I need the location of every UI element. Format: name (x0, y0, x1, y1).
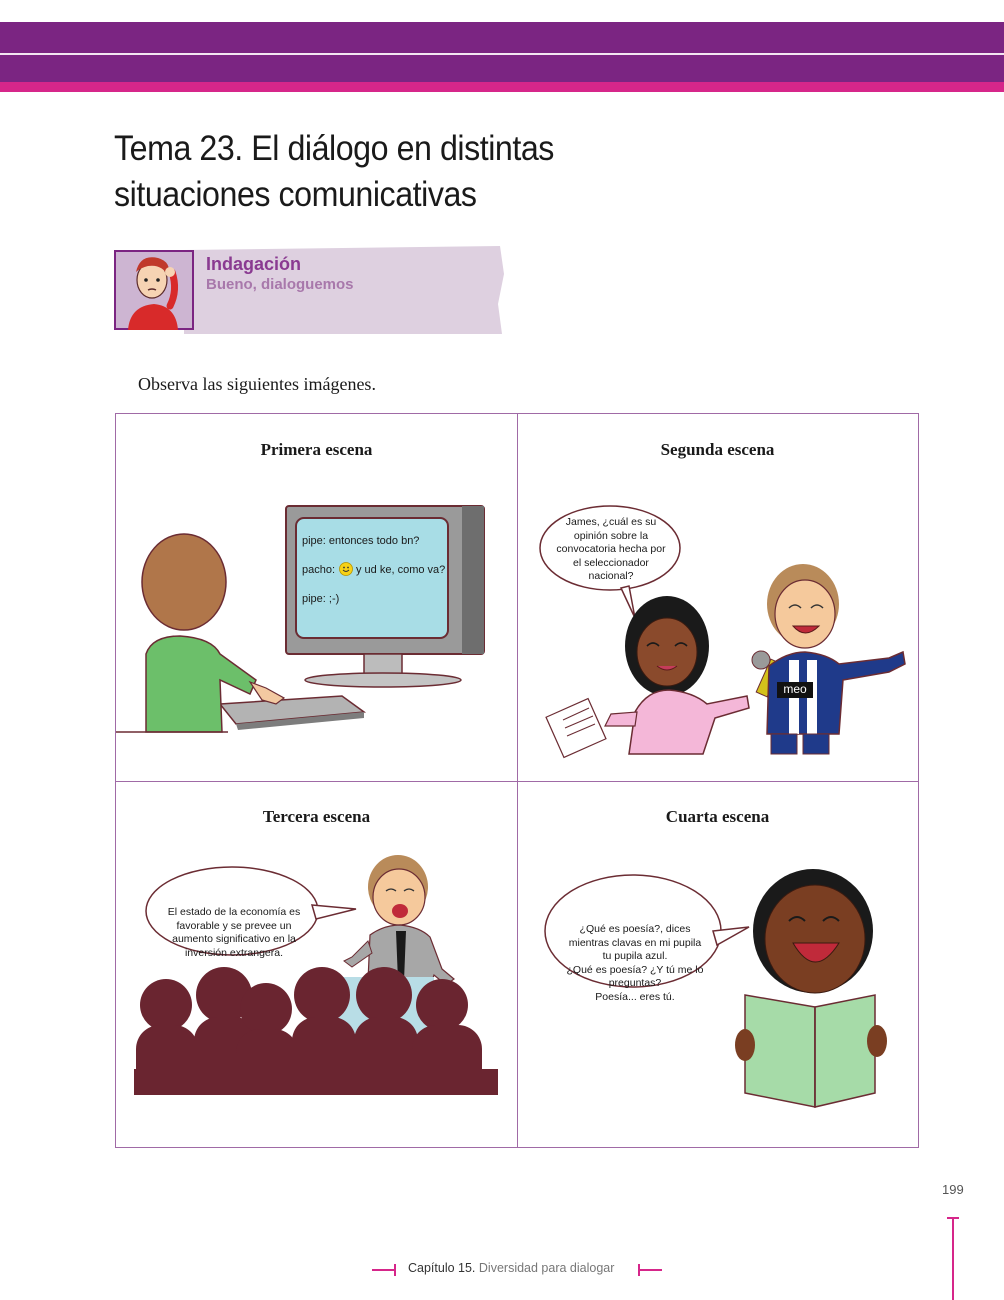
header-band-accent (0, 82, 1004, 92)
interview-illustration (517, 414, 918, 781)
speech-line: El estado de la economía es (167, 906, 301, 918)
section-subheading: Bueno, dialoguemos (206, 276, 354, 293)
speech-line: preguntas? (608, 977, 662, 989)
speech-bubble-third (162, 906, 306, 960)
mic-label: meo (783, 682, 807, 696)
scene-fourth (517, 781, 918, 1148)
section-banner (114, 244, 506, 336)
scenes-grid (115, 413, 919, 1148)
speech-line: inversión extrangera. (184, 946, 284, 959)
page-title-line-2: situaciones comunicativas (114, 175, 477, 214)
chat-line-2: pacho: (302, 564, 336, 576)
speech-line: tu pupila azul. (602, 950, 668, 962)
speech-bubble-second (547, 516, 675, 584)
chapter-label: Capítulo 15. (408, 1261, 476, 1275)
chapter-title: Diversidad para dialogar (478, 1261, 615, 1275)
scene-first (116, 414, 518, 782)
page-number: 199 (942, 1182, 964, 1197)
footer-text (408, 1261, 614, 1275)
chapter-footer (372, 1260, 672, 1280)
speech-line: favorable y se prevee un (176, 919, 292, 932)
section-heading: Indagación (206, 254, 302, 274)
page-title (114, 126, 703, 218)
scene-first-title: Primera escena (260, 440, 373, 459)
page-marker-bar (952, 1217, 954, 1300)
scene-second (517, 414, 918, 782)
header-band-top (0, 22, 1004, 53)
speech-line: ¿Qué es poesía? ¿Y tú me lo (566, 963, 704, 976)
speech-line: opinión sobre la (573, 529, 649, 542)
scene-second-title: Segunda escena (660, 440, 775, 459)
scene-third-title: Tercera escena (262, 807, 371, 826)
thinking-boy-icon (114, 250, 194, 330)
header-band (0, 22, 1004, 92)
intro-text: Observa las siguientes imágenes. (138, 374, 376, 394)
speech-line: Poesía... eres tú. (595, 990, 675, 1003)
page-title-line-1: Tema 23. El diálogo en distintas (114, 129, 554, 168)
chat-line-3: y ud ke, como va? (356, 564, 446, 576)
speech-line: ¿Qué es poesía?, dices (579, 923, 691, 935)
speech-line: aumento significativo en la (172, 933, 296, 945)
speech-line: James, ¿cuál es su (565, 516, 657, 528)
conference-illustration (116, 781, 517, 1148)
speech-line: mientras clavas en mi pupila (568, 936, 702, 949)
speech-line: nacional? (588, 570, 634, 582)
smiley-icon (339, 562, 353, 576)
scene-third (116, 781, 518, 1148)
scene-fourth-title: Cuarta escena (665, 807, 770, 826)
speech-line: el seleccionador (573, 556, 649, 569)
chat-line-1: pipe: entonces todo bn? (302, 535, 420, 547)
speech-bubble-fourth (561, 923, 709, 1004)
footer-right-marker (638, 1269, 662, 1271)
footer-left-marker (372, 1269, 396, 1271)
header-band-bottom (0, 55, 1004, 82)
speech-line: convocatoria hecha por (556, 543, 666, 555)
chat-line-4: pipe: ;-) (302, 593, 340, 605)
